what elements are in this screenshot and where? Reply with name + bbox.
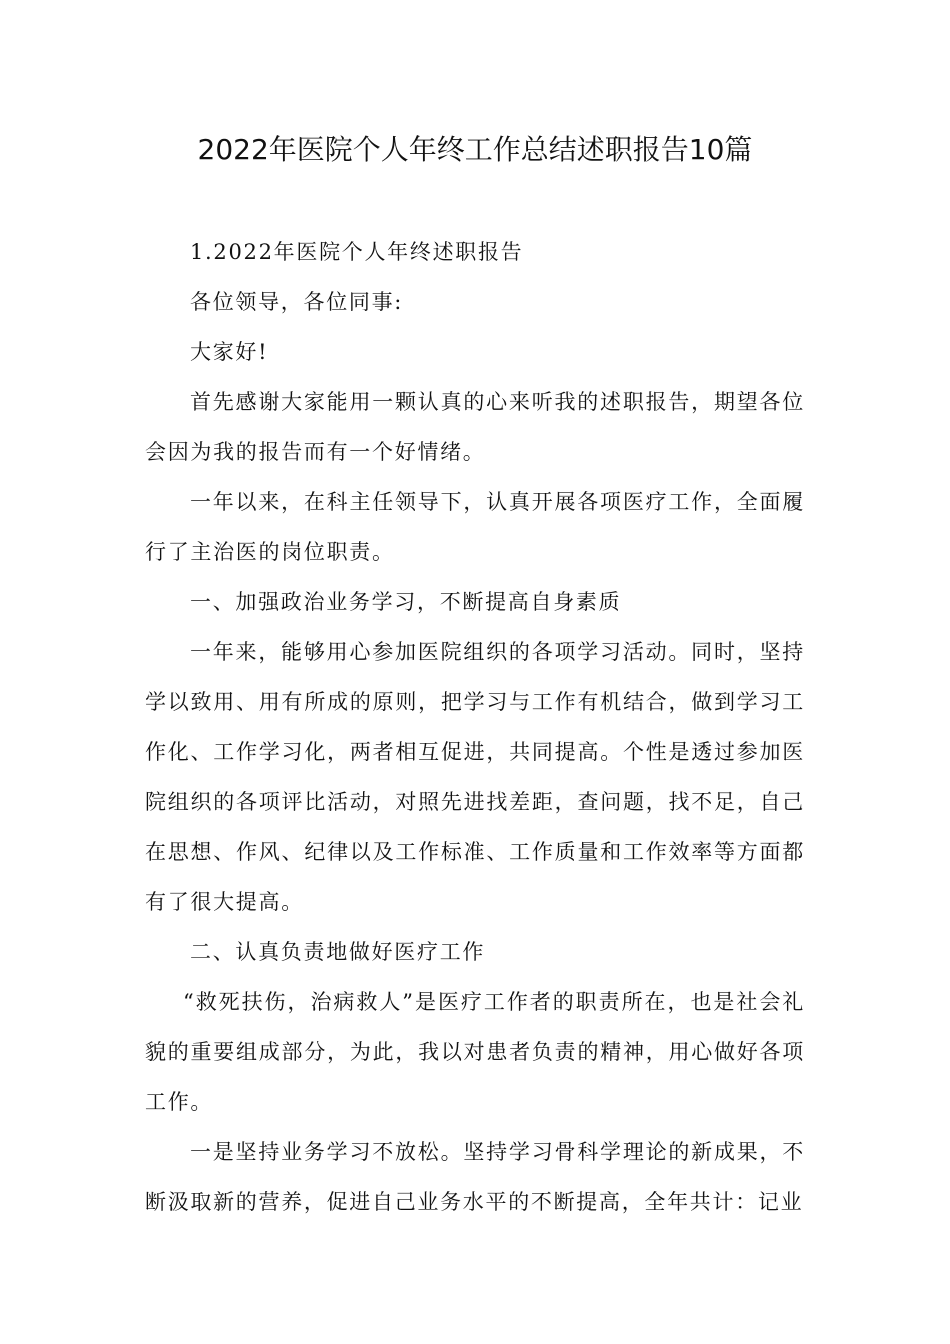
paragraph: 一年来，能够用心参加医院组织的各项学习活动。同时，坚持学以致用、用有所成的原则，把学习与工作有机结合，做到学习工作化、工作学习化，两者相互促进，共同提高。个性是透过参加医院组织的各项评比活动，对照先进找差距，查问题，找不足，自己在思想、作风、纪律以及工作标准、工作质量和工作效率等方面都有了很大提高。 bbox=[145, 640, 805, 914]
paragraph: “救死扶伤，治病救人”是医疗工作者的职责所在，也是社会礼貌的重要组成部分，为此，我以对患者负责的精神，用心做好各项工作。 bbox=[145, 990, 805, 1114]
subsection-heading: 一、加强政治业务学习，不断提高自身素质 bbox=[190, 590, 622, 614]
greeting: 大家好! bbox=[190, 340, 269, 364]
paragraph: 首先感谢大家能用一颗认真的心来听我的述职报告，期望各位会因为我的报告而有一个好情绪。 bbox=[145, 390, 805, 464]
document-title: 2022年医院个人年终工作总结述职报告10篇 bbox=[197, 133, 753, 166]
paragraph: 一年以来，在科主任领导下，认真开展各项医疗工作，全面履行了主治医的岗位职责。 bbox=[145, 490, 805, 564]
section-heading: 1.2022年医院个人年终述职报告 bbox=[190, 240, 524, 264]
salutation: 各位领导，各位同事: bbox=[190, 290, 404, 314]
paragraph: 一是坚持业务学习不放松。坚持学习骨科学理论的新成果，不断汲取新的营养，促进自己业务水平的不断提高，全年共计：记业 bbox=[145, 1140, 805, 1214]
document-body bbox=[145, 227, 805, 1227]
subsection-heading: 二、认真负责地做好医疗工作 bbox=[190, 940, 486, 964]
